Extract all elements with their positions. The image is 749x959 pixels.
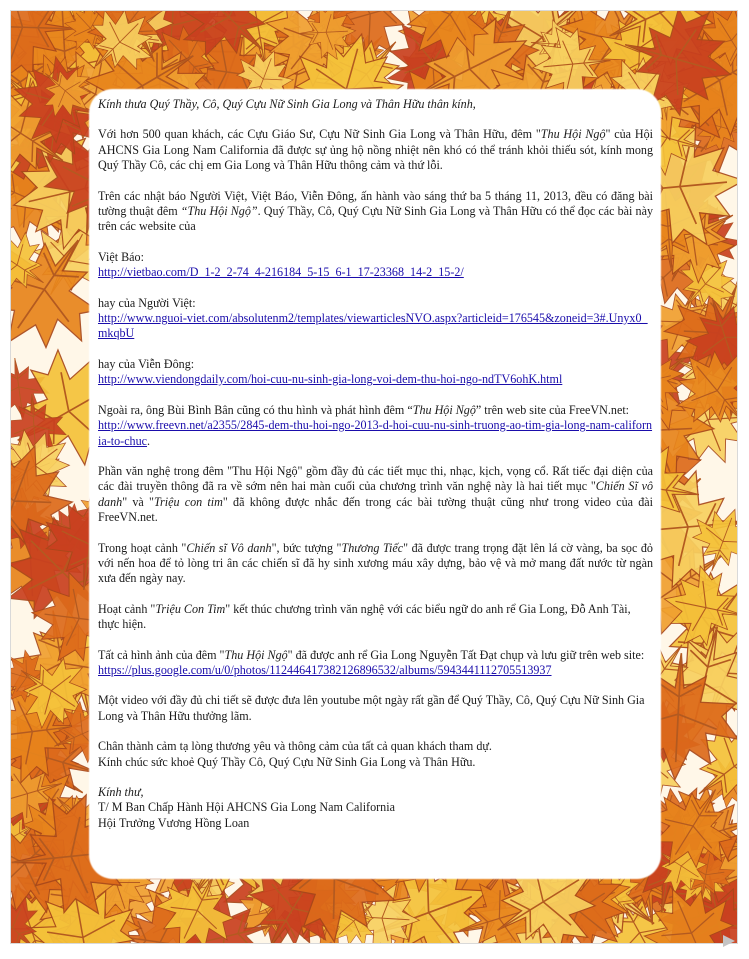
nguoiviet-label: hay của Người Việt: [98,295,196,310]
next-page-arrow-icon[interactable] [723,935,735,947]
vietbao-label: Việt Báo: [98,249,144,264]
paragraph-photos: Tất cả hình ảnh của đêm "Thu Hội Ngộ" đã được anh rể Gia Long Nguyễn Tất Đạt chụp và lưu giữ trên web site: https://plus.google.com/u/0/photos/112446417382126896532/albums/5943441112705513937 [98,647,645,677]
salutation: Kính thưa Quý Thầy, Cô, Quý Cựu Nữ Sinh Gia Long và Thân Hữu thân kính, [98,97,476,111]
paragraph-guests: Với hơn 500 quan khách, các Cựu Giáo Sư, Cựu Nữ Sinh Gia Long và Thân Hữu, đêm "Thu Hội Ngộ" của Hội AHCNS Gia Long Nam California đã được sự ủng hộ nồng nhiệt nên khó có thể tránh khỏi thiếu sót, kính mong Quý Thầy Cô, các chị em Gia Long và Thân Hữu thông cảm và thứ lỗi. [98,127,653,173]
president: Hội Trưởng Vương Hồng Loan [98,815,250,830]
viendong-label: hay của Viễn Đông: [98,356,195,371]
viendong-block [98,357,653,388]
paragraph-thanks: Chân thành cảm tạ lòng thương yêu và thông cảm của tất cả quan khách tham dự. Kính chúc sức khoẻ Quý Thầy Cô, Quý Cựu Nữ Sinh Gia Long và Thân Hữu. [98,739,492,769]
nguoiviet-link[interactable]: http://www.nguoi-viet.com/absolutenm2/templates/viewarticlesNVO.aspx?articleid=176545&zoneid=3#.Unyx0_mkqbU [98,311,648,341]
vietbao-block [98,250,653,281]
kinh-thu: Kính thư, [98,785,144,799]
photos-link[interactable]: https://plus.google.com/u/0/photos/112446417382126896532/albums/5943441112705513937 [98,662,552,677]
letter-body [98,97,653,846]
freevn-link[interactable]: http://www.freevn.net/a2355/2845-dem-thu-hoi-ngo-2013-d-hoi-cuu-nu-sinh-truong-ao-tim-gia-long-nam-california-to-chuc [98,418,653,448]
nguoiviet-block [98,296,653,342]
paragraph-unknown-soldier: Trong hoạt cảnh "Chiến sĩ Vô danh", bức tượng "Thương Tiếc" đã được trang trọng đặt lên lá cờ vàng, ba sọc đỏ với nến hoa để tỏ lòng tri ân các chiến sĩ đã hy sinh xương máu xây dựng, bảo vệ và mở mang đất nước từ ngàn xưa đến ngày nay. [98,540,653,586]
paragraph-freevn: Ngoài ra, ông Bùi Bình Bân cũng có thu hình và phát hình đêm “Thu Hội Ngộ” trên web site của FreeVN.net: http://www.freevn.net/a2355/2845-dem-thu-hoi-ngo-2013-d-hoi-cuu-nu-sinh-truong-ao-tim-gia-long-nam-california-to-chuc. [98,402,653,448]
vietbao-link[interactable]: http://vietbao.com/D_1-2_2-74_4-216184_5-15_6-1_17-23368_14-2_15-2/ [98,265,464,280]
paragraph-newspapers: Trên các nhật báo Người Việt, Việt Báo, Viễn Đông, ấn hành vào sáng thứ ba 5 tháng 11, 2013, đều có đăng bài tường thuật đêm “Thu Hội Ngộ”. Quý Thầy, Cô, Quý Cựu Nữ Sinh Gia Long và Thân Hữu có thể đọc các bài này trên các website của [98,188,653,234]
paragraph-video: Một video với đầy đủ chi tiết sẽ được đưa lên youtube một ngày rất gần để Quý Thầy, Cô, Quý Cựu Nữ Sinh Gia Long và Thân Hữu thưởng lãm. [98,693,645,723]
closing-signature [98,785,653,831]
paragraph-trieu-con-tim: Hoạt cảnh "Triệu Con Tim" kết thúc chương trình văn nghệ với các biểu ngữ do anh rể Gia Long, Đỗ Anh Tài, thực hiện. [98,601,631,632]
organization: T/ M Ban Chấp Hành Hội AHCNS Gia Long Nam California [98,800,395,815]
viendong-link[interactable]: http://www.viendongdaily.com/hoi-cuu-nu-sinh-gia-long-voi-dem-thu-hoi-ngo-ndTV6ohK.html [98,372,563,387]
paragraph-performance: Phần văn nghệ trong đêm "Thu Hội Ngộ" gồm đầy đủ các tiết mục thi, nhạc, kịch, vọng cổ. Rất tiếc đại diện của các đài truyền thông đã ra về sớm nên hai màn cuối của chương trình văn nghệ này là hai tiết mục "Chiến Sĩ vô danh" và "Triệu con tim" đã không được nhắc đến trong các bài tường thuật cũng như trong video của đài FreeVN.net. [98,463,654,525]
